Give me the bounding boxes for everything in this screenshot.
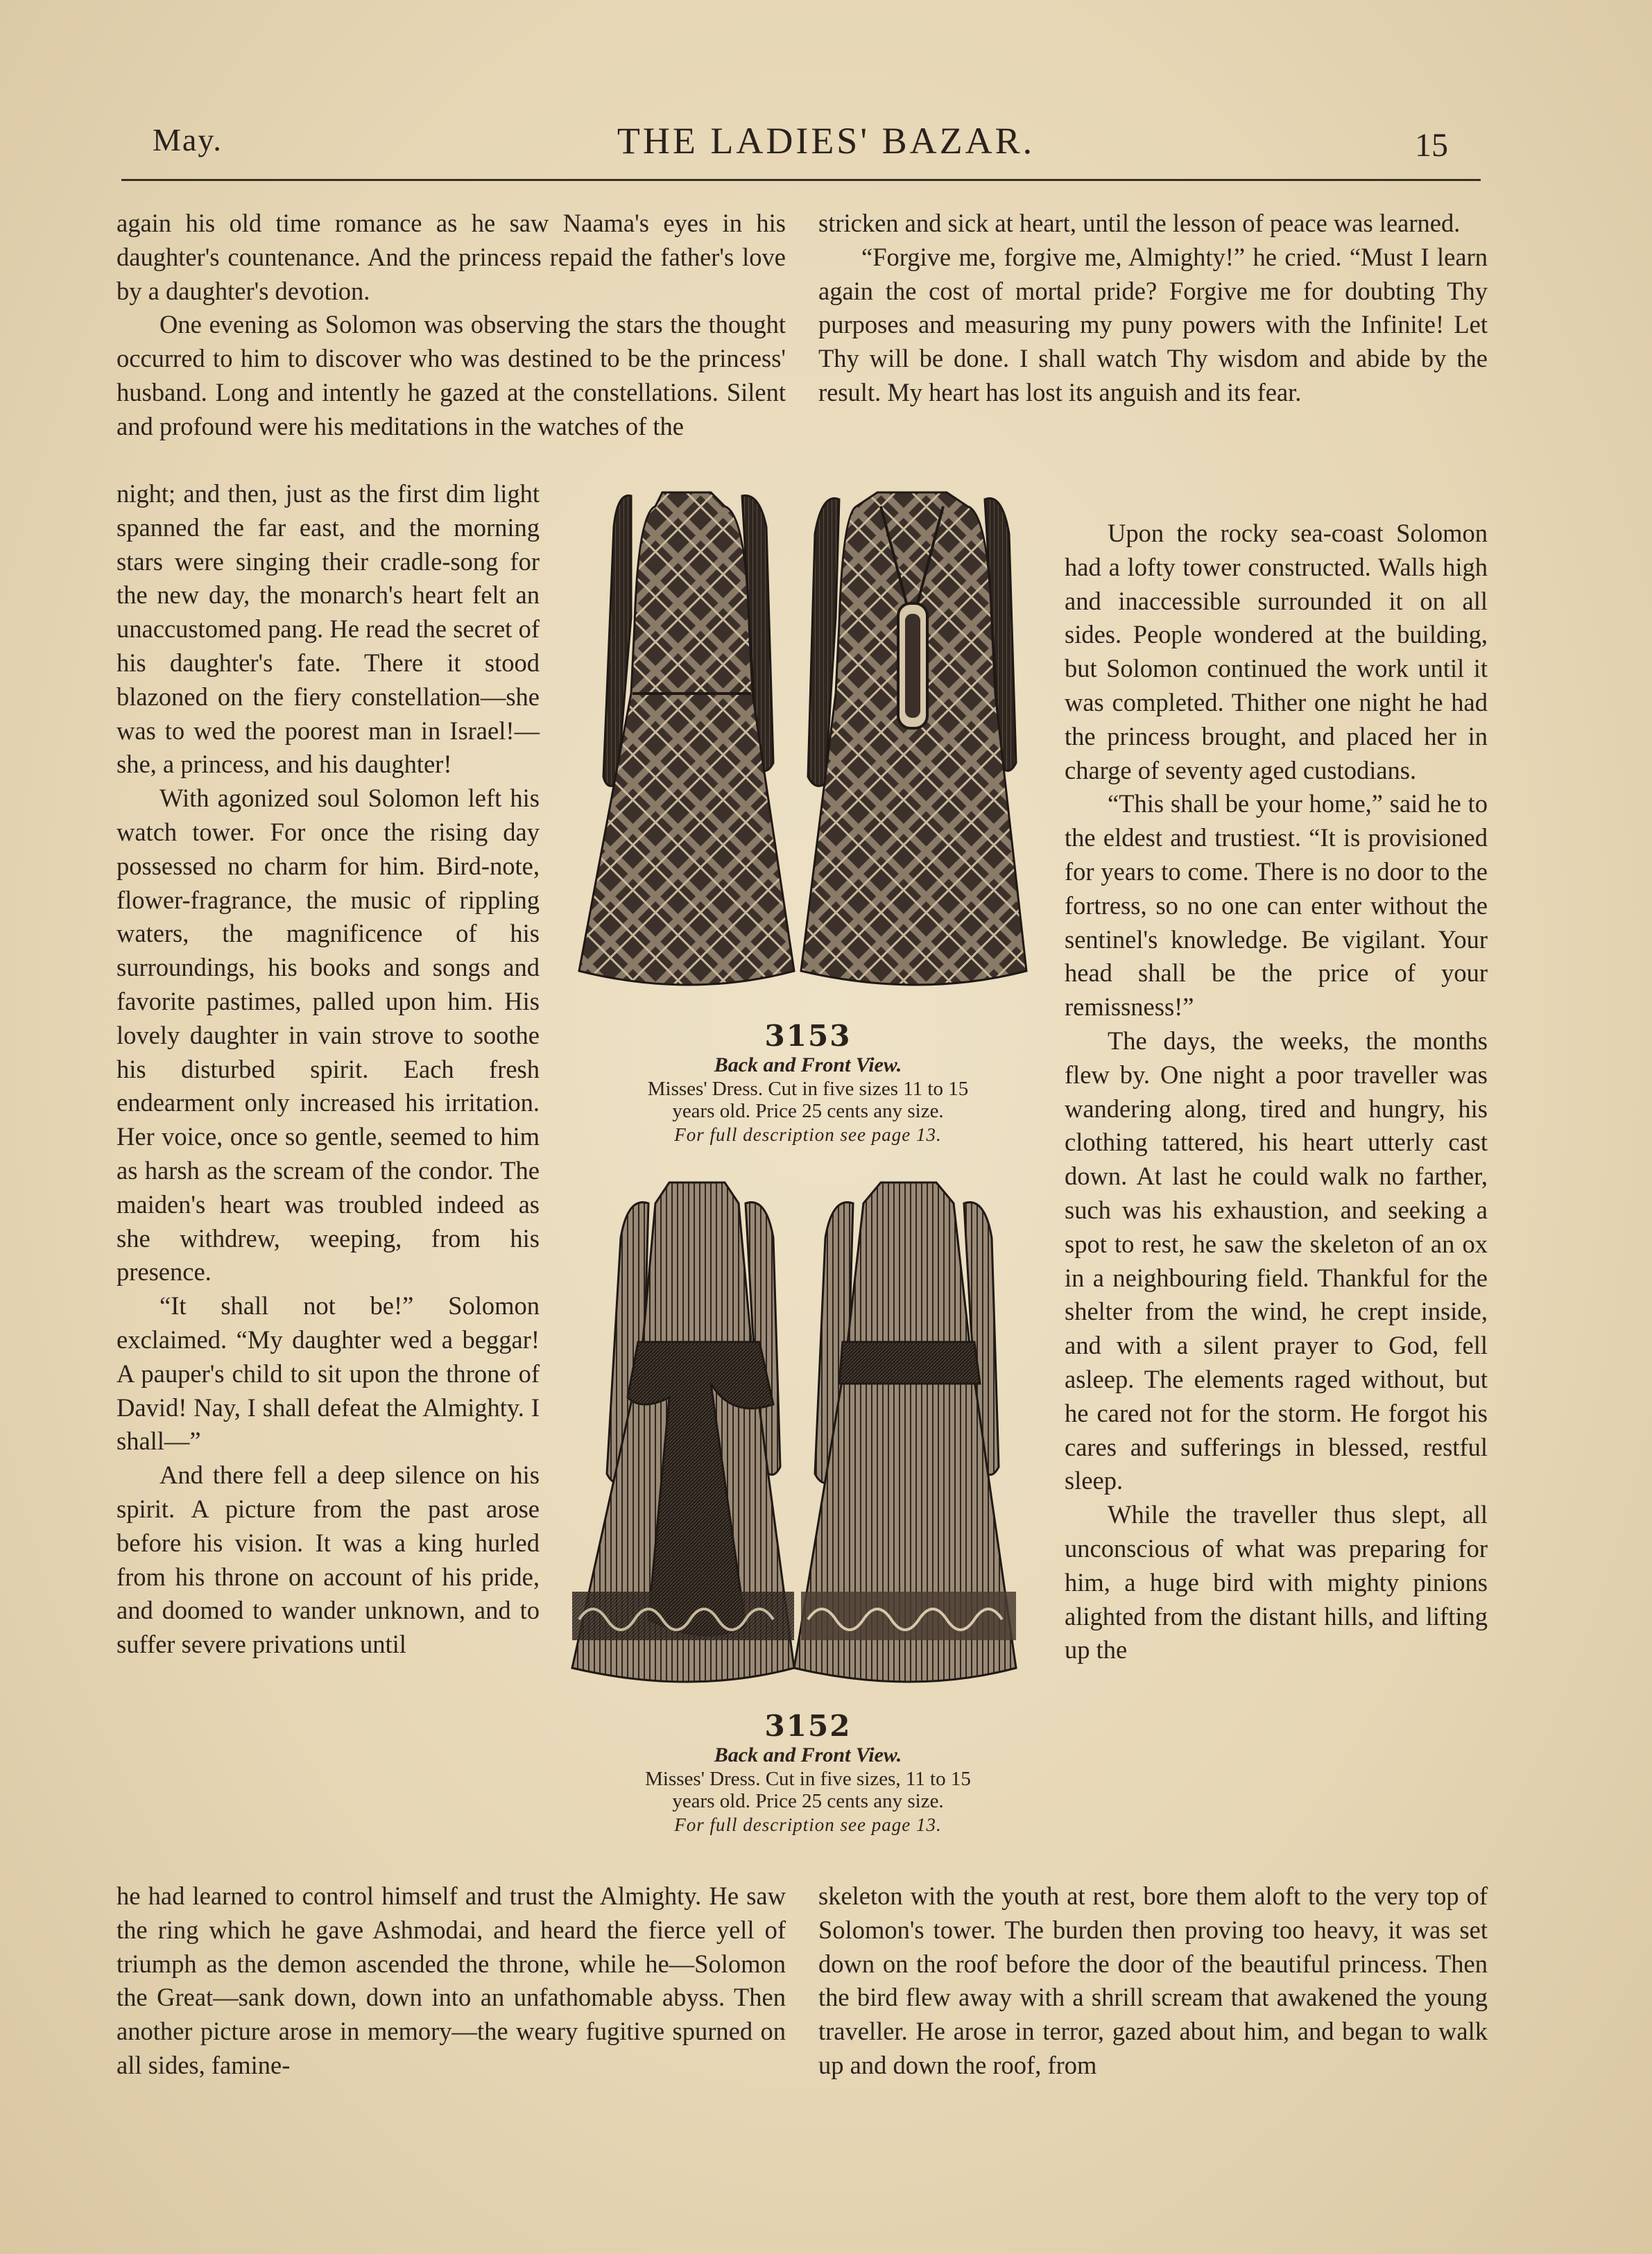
figure-reference: For full description see page 13. [674, 1814, 942, 1835]
figure-caption: years old. Price 25 cents any size. [672, 1100, 944, 1122]
left-column-top [117, 207, 786, 444]
header-rule [121, 179, 1481, 181]
paragraph: “This shall be your home,” said he to the eldest and trustiest. “It is provisioned for years to come. There is no door to the fortress, so no one can enter without the sentinel's knowledge. Be vigilant. Your head shall be the price of your remissness!” [1065, 789, 1488, 1022]
figure-number: 3152 [764, 1709, 852, 1743]
paragraph: One evening as Solomon was observing the stars the thought occurred to him to discover who was destined to be the princess' husband. Long and intently he gazed at the constellations. Silent and profound were his meditations in the watches of the [117, 310, 786, 440]
header-month: May. [153, 122, 223, 157]
paragraph: With agonized soul Solomon left his watch tower. For once the rising day possessed no charm for him. Bird-note, flower-fragrance, the music of rippling waters, the magnificence of his surroundings, his books and songs and favorite pastimes, palled upon him. His lovely daughter in vain strove to soothe his disturbed spirit. Each fresh endearment only increased his irritation. Her voice, once so gentle, seemed to him as harsh as the scream of the condor. The maiden's heart was troubled indeed as she withdrew, weeping, from his presence. [117, 784, 540, 1287]
sash-dress-illustration-icon [565, 1176, 1051, 1710]
figure-number: 3153 [764, 1019, 852, 1053]
paragraph: he had learned to control himself and trust the Almighty. He saw the ring which he gave Ashmodai, and heard the fierce yell of triumph as the demon ascended the throne, while he—Solomon the Great—sank down, down into an unfathomable abyss. Then another picture arose in memory—the weary fugitive spurned on all sides, famine- [117, 1882, 786, 2079]
right-column-bottom [818, 1879, 1488, 2083]
figure-caption: Misses' Dress. Cut in five sizes, 11 to 15 [645, 1768, 971, 1790]
header-title: THE LADIES' BAZAR. [617, 120, 1035, 162]
figure-view: Back and Front View. [714, 1053, 902, 1076]
figure-3152 [565, 1176, 1051, 1837]
right-column-narrow [1065, 517, 1488, 1667]
figure-caption: Misses' Dress. Cut in five sizes 11 to 15 [647, 1078, 969, 1100]
paragraph: The days, the weeks, the months flew by. One night a poor traveller was wandering along, tired and hungry, his clothing tattered, his heart utterly cast down. At last he could walk no farther, such was his exhaustion, and seeking a spot to rest, he saw the skeleton of an ox in a neighbouring field. Thankful for the shelter from the wind, he crept inside, and with a silent prayer to God, fell asleep. The elements raged without, but he cared not for the storm. He forgot his cares and sufferings in blessed, restful sleep. [1065, 1026, 1488, 1495]
paragraph: Upon the rocky sea-coast Solomon had a lofty tower constructed. Walls high and inaccessible surrounded it on all sides. People wondered at the building, but Solomon continued the work until it was completed. Thither one night he had the princess brought, and placed her in charge of seventy aged custodians. [1065, 519, 1488, 784]
left-column-narrow [117, 477, 540, 1662]
paragraph: “Forgive me, forgive me, Almighty!” he cried. “Must I learn again the cost of mortal pride? Forgive me for doubting Thy purposes and measuring my puny powers with the Infinite! Let Thy will be done. I shall watch Thy wisdom and abide by the result. My heart has lost its anguish and its fear. [818, 242, 1488, 406]
plaid-dress-illustration-icon [565, 485, 1051, 1020]
paragraph: And there fell a deep silence on his spirit. A picture from the past arose before his vision. It was a king hurled from his throne on account of his pride, and doomed to wander unknown, and to suffer severe privations until [117, 1461, 540, 1659]
paragraph: “It shall not be!” Solomon exclaimed. “My daughter wed a beggar! A pauper's child to sit upon the throne of David! Nay, I shall defeat the Almighty. I shall—” [117, 1291, 540, 1456]
left-column-bottom [117, 1879, 786, 2083]
paragraph: again his old time romance as he saw Naama's eyes in his daughter's countenance. And the princess repaid the father's love by a daughter's devotion. [117, 209, 786, 305]
paragraph: While the traveller thus slept, all unconscious of what was preparing for him, a huge bird with mighty pinions alighted from the distant hills, and lifting up the [1065, 1500, 1488, 1664]
figure-caption: years old. Price 25 cents any size. [672, 1790, 944, 1812]
figure-reference: For full description see page 13. [674, 1124, 942, 1145]
paragraph: stricken and sick at heart, until the lesson of peace was learned. [818, 209, 1461, 237]
right-column-top [818, 207, 1488, 410]
paragraph: skeleton with the youth at rest, bore them aloft to the very top of Solomon's tower. The burden then proving too heavy, it was set down on the roof before the door of the beautiful princess. Then the bird flew away with a shrill scream that awakened the young traveller. He arose in terror, gazed about him, and began to walk up and down the roof, from [818, 1882, 1488, 2079]
figure-3153 [565, 485, 1051, 1147]
paragraph: night; and then, just as the first dim light spanned the far east, and the morning stars were singing their cradle-song for the new day, the monarch's heart felt an unaccustomed pang. He read the secret of his daughter's fate. There it stood blazoned on the fiery constellation—she was to wed the poorest man in Israel!—she, a princess, and his daughter! [117, 479, 540, 779]
figure-view: Back and Front View. [714, 1744, 902, 1766]
page-number: 15 [1415, 127, 1448, 164]
